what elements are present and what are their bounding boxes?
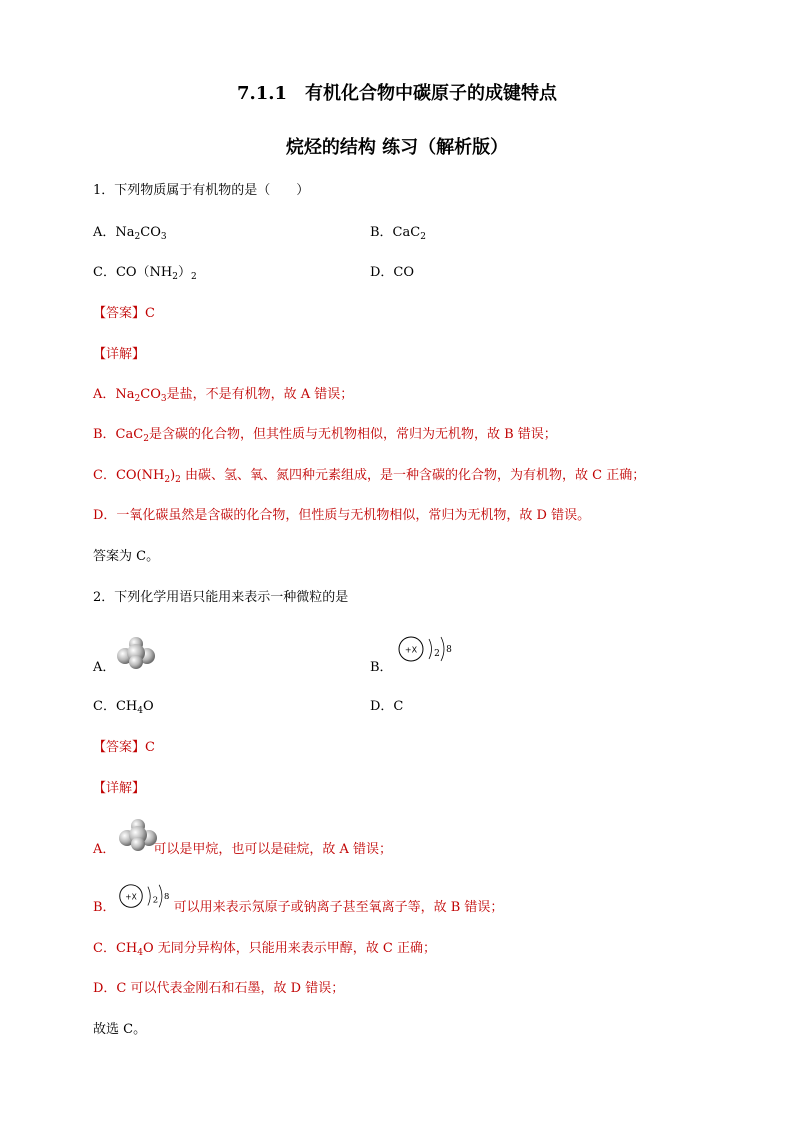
q1-detail-b: B．CaC$_2$是含碳的化合物，但其性质与无机物相似，常归为无机物，故 B 错误； bbox=[93, 427, 557, 444]
q2-detail-c: C．$CH_4O$ 无同分异构体，只能用来表示甲醇，故 C 正确； bbox=[93, 941, 436, 958]
methane-ball-model-icon bbox=[116, 636, 156, 670]
q2-conclusion: 故选 C。 bbox=[93, 1022, 147, 1037]
atom-structure-diagram-icon bbox=[396, 634, 458, 666]
q2-detail-b: B． 可以用来表示氖原子或钠离子甚至氧离子等，故 B 错误； bbox=[93, 900, 504, 915]
q2-option-a: A． bbox=[93, 660, 116, 675]
q1-option-c: C．$CO(NH_2)_2$ bbox=[93, 265, 197, 282]
nucleus-label: +X bbox=[404, 645, 418, 655]
q2-detail-label: 【详解】 bbox=[93, 781, 146, 796]
q1-stem: 1．下列物质属于有机物的是（ ） bbox=[93, 183, 310, 198]
answer-label: 【答案】 bbox=[93, 306, 146, 321]
q1-option-d: D．CO bbox=[370, 265, 415, 280]
svg-text:8: 8 bbox=[163, 890, 170, 901]
svg-text:+X: +X bbox=[125, 892, 137, 902]
q1-detail-c: C．$CO(NH_2)_2$ 由碳、氢、氧、氮四种元素组成，是一种含碳的化合物，为有机物，故 C 正确； bbox=[93, 468, 646, 485]
q2-answer: 【答案】C bbox=[93, 740, 155, 755]
page-title: 7.1.1 有机化合物中碳原子的成键特点 bbox=[236, 83, 558, 104]
atom-structure-diagram-icon bbox=[116, 882, 176, 912]
methane-ball-model-icon bbox=[118, 818, 158, 852]
q1-answer: 【答案】C bbox=[93, 306, 155, 321]
q2-stem: 2．下列化学用语只能用来表示一种微粒的是 bbox=[93, 590, 349, 605]
shell1-count: 2 bbox=[434, 649, 440, 659]
q1-option-a: A．$Na_2CO_3$ bbox=[93, 225, 167, 242]
q1-detail-d: D．一氧化碳虽然是含碳的化合物，但性质与无机物相似，常归为无机物，故 D 错误。 bbox=[93, 508, 591, 523]
q2-option-b: B． bbox=[370, 660, 393, 675]
q2-detail-a: A． 可以是甲烷，也可以是硅烷，故 A 错误； bbox=[93, 842, 393, 857]
q1-detail-a: A．$Na_2CO_3$是盐，不是有机物，故 A 错误； bbox=[93, 387, 354, 404]
q1-conclusion: 答案为 C。 bbox=[93, 549, 160, 564]
q1-detail-label: 【详解】 bbox=[93, 347, 146, 362]
page-subtitle: 烷烃的结构 练习（解析版） bbox=[285, 137, 509, 158]
shell2-count: 8 bbox=[446, 645, 452, 655]
svg-text:2: 2 bbox=[152, 894, 159, 905]
q2-option-c: C．$CH_4O$ bbox=[93, 699, 154, 716]
q2-option-d: D．C bbox=[370, 699, 404, 714]
q2-detail-d: D．C 可以代表金刚石和石墨，故 D 错误； bbox=[93, 981, 345, 996]
q1-option-b: B．CaC$_2$ bbox=[370, 225, 426, 242]
